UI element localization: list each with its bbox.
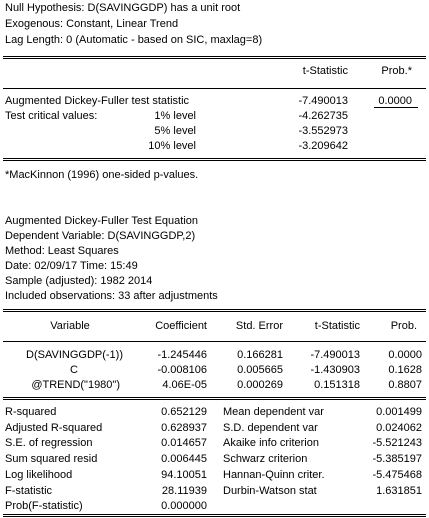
crit-label: Test critical values:	[5, 110, 98, 122]
adf-label: Augmented Dickey-Fuller test statistic	[5, 95, 190, 107]
divider	[3, 341, 426, 342]
date-time: Date: 02/09/17 Time: 15:49	[5, 260, 138, 272]
lag-length: Lag Length: 0 (Automatic - based on SIC, maxlag=8)	[5, 34, 263, 46]
stat-value: -5.385197	[372, 453, 422, 465]
stat-label: Sum squared resid	[5, 453, 98, 465]
crit-level-label: 5% level	[154, 125, 196, 137]
stat-label: S.E. of regression	[5, 437, 93, 449]
stat-label: Schwarz criterion	[223, 453, 308, 465]
crit-level-value: -3.209642	[298, 140, 348, 152]
variable-name: @TREND("1980")	[31, 379, 120, 391]
stat-label: Hannan-Quinn criter.	[223, 469, 325, 481]
stat-value: 0.006445	[161, 453, 207, 465]
equation-title: Augmented Dickey-Fuller Test Equation	[5, 215, 199, 227]
divider	[3, 516, 426, 517]
std-error: 0.000269	[237, 379, 283, 391]
col-header-tstat: t-Statistic	[314, 320, 360, 332]
variable-name: C	[70, 364, 78, 376]
probability: 0.1628	[388, 364, 422, 376]
crit-level-value: -3.552973	[298, 125, 348, 137]
coefficient: 4.06E-05	[162, 379, 207, 391]
crit-level-value: -4.262735	[298, 110, 348, 122]
stat-value: 28.11939	[161, 485, 207, 497]
stat-label: F-statistic	[5, 485, 53, 497]
col-header-tstat: t-Statistic	[302, 65, 348, 77]
prob-underline	[374, 107, 418, 108]
null-hypothesis: Null Hypothesis: D(SAVINGGDP) has a unit root	[5, 2, 241, 14]
stat-value: 0.024062	[376, 422, 422, 434]
divider	[3, 56, 426, 57]
stat-value: 0.652129	[161, 406, 207, 418]
adf-tstat: -7.490013	[298, 95, 348, 107]
col-header-std-error: Std. Error	[235, 320, 283, 332]
adf-prob: 0.0000	[378, 95, 412, 107]
stat-value: -5.521243	[372, 437, 422, 449]
stat-label: Akaike info criterion	[223, 437, 319, 449]
stat-value: 0.000000	[161, 500, 207, 512]
stat-value: 1.631851	[376, 485, 422, 497]
variable-name: D(SAVINGGDP(-1))	[26, 349, 123, 361]
col-header-variable: Variable	[50, 320, 90, 332]
probability: 0.8807	[388, 379, 422, 391]
stat-label: S.D. dependent var	[223, 422, 318, 434]
method: Method: Least Squares	[5, 245, 119, 257]
t-statistic: -1.430903	[310, 364, 360, 376]
stat-value: 94.10051	[161, 469, 207, 481]
coefficient: -0.008106	[157, 364, 207, 376]
footnote: *MacKinnon (1996) one-sided p-values.	[5, 169, 199, 181]
divider	[3, 311, 426, 312]
divider	[3, 58, 426, 59]
stat-value: 0.628937	[161, 422, 207, 434]
observations: Included observations: 33 after adjustments	[5, 290, 218, 302]
stat-label: Adjusted R-squared	[5, 422, 103, 434]
stat-value: -5.475468	[372, 469, 422, 481]
divider	[3, 397, 426, 398]
stat-value: 0.001499	[376, 406, 422, 418]
probability: 0.0000	[388, 349, 422, 361]
t-statistic: -7.490013	[310, 349, 360, 361]
stat-label: Log likelihood	[5, 469, 73, 481]
crit-level-label: 1% level	[154, 110, 196, 122]
divider	[3, 514, 426, 515]
stat-label: Prob(F-statistic)	[5, 500, 83, 512]
col-header-prob: Prob.	[390, 320, 417, 332]
t-statistic: 0.151318	[314, 379, 360, 391]
col-header-prob: Prob.*	[381, 65, 412, 77]
sample: Sample (adjusted): 1982 2014	[5, 275, 153, 287]
coefficient: -1.245446	[157, 349, 207, 361]
divider	[3, 160, 426, 161]
stat-label: Mean dependent var	[223, 406, 324, 418]
crit-level-label: 10% level	[148, 140, 196, 152]
dependent-variable: Dependent Variable: D(SAVINGGDP,2)	[5, 230, 196, 242]
exogenous: Exogenous: Constant, Linear Trend	[5, 18, 179, 30]
divider	[3, 158, 426, 159]
divider	[3, 309, 426, 310]
stat-label: R-squared	[5, 406, 57, 418]
col-header-coefficient: Coefficient	[155, 320, 207, 332]
std-error: 0.005665	[237, 364, 283, 376]
divider	[3, 88, 426, 89]
stat-value: 0.014657	[161, 437, 207, 449]
std-error: 0.166281	[237, 349, 283, 361]
stat-label: Durbin-Watson stat	[223, 485, 317, 497]
divider	[3, 399, 426, 400]
